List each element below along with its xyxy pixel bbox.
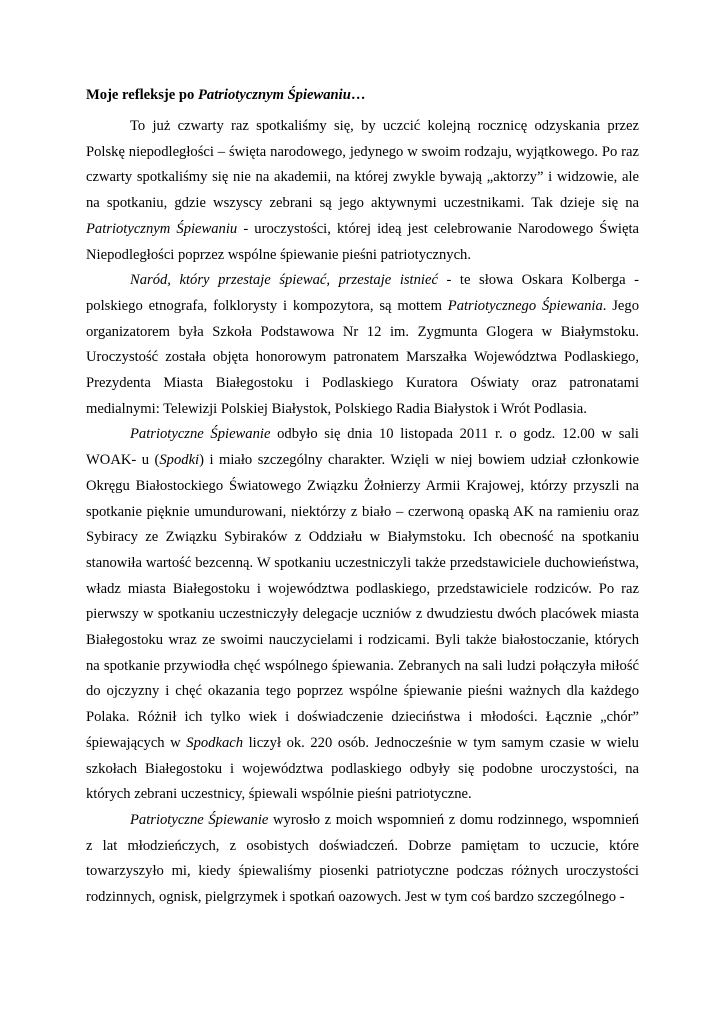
text-segment: odbyło się dnia 10 listopada 2011 r. o godz. 12.00 w sali WOAK- u ( [86, 426, 639, 469]
italic-text-segment: Spodkach [186, 734, 244, 751]
text-segment: ) i miało szczególny charakter. Wzięli w niej bowiem udział członkowie Okręgu Białostockiego Światowego Związku Żołnierzy Armii Krajowej, którzy przyszli na spotkanie pięknie umundurowani, niektórzy z biało – czerwoną opaską AK na ramieniu oraz Sybiracy ze Związku Sybiraków z Oddziału w Białymstoku. Ich obecność na spotkaniu stanowiła wartość bezcenną. W spotkaniu uczestniczyli także przedstawiciele duchowieństwa, władz miasta Białegostoku i województwa podlaskiego, przedstawiciele rodziców. Po raz pierwszy w spotkaniu uczestniczyły delegacje uczniów z dwudziestu dwóch placówek miasta Białegostoku wraz ze swoimi nauczycielami i rodzicami. Byli także białostoczanie, których na spotkanie przywiodła chęć wspólnego śpiewania. Zebranych na sali ludzi połączyła miłość do ojczyzny i chęć okazania tego poprzez wspólne śpiewanie pieśni ważnych dla każdego Polaka. Różnił ich tylko wiek i doświadczenie dzieciństwa i młodości. Łącznie „chór” śpiewających w [86, 452, 639, 751]
paragraph-1 [86, 114, 639, 268]
title-prefix: Moje refleksje po [86, 87, 198, 103]
document-page [86, 82, 639, 911]
paragraph-3 [86, 422, 639, 808]
text-segment: - uroczystości, której ideą jest celebrowanie Narodowego Święta Niepodległości poprzez wspólne śpiewanie pieśni patriotycznych. [86, 220, 639, 263]
text-segment: liczył ok. 220 osób. Jednocześnie w tym samym czasie w wielu szkołach Białegostoku i województwa podlaskiego odbyły się podobne uroczystości, na których zebrani uczestnicy, śpiewali wspólnie pieśni patriotyczne. [86, 734, 639, 803]
italic-text-segment: Patriotyczne Śpiewanie [130, 811, 269, 828]
italic-text-segment: Patriotycznym Śpiewaniu [86, 220, 238, 237]
document-title [86, 82, 639, 108]
italic-text-segment: Patriotycznego Śpiewania [447, 297, 603, 314]
italic-text-segment: Naród, który przestaje śpiewać, przestaje istnieć [130, 272, 438, 289]
paragraph-2 [86, 268, 639, 422]
italic-text-segment: Patriotyczne Śpiewanie [130, 426, 271, 443]
title-suffix: … [350, 87, 366, 103]
title-italic: Patriotycznym Śpiewaniu [197, 87, 351, 103]
text-segment: To już czwarty raz spotkaliśmy się, by uczcić kolejną rocznicę odzyskania przez Polskę niepodległości – święta narodowego, jedynego w swoim rodzaju, wyjątkowego. Po raz czwarty spotkaliśmy się nie na akademii, na której zwykle bywają „aktorzy” i widzowie, ale na spotkaniu, gdzie wszyscy zebrani są jego aktywnymi uczestnikami. Tak dzieje się na [86, 118, 639, 212]
text-segment: . Jego organizatorem była Szkoła Podstawowa Nr 12 im. Zygmunta Glogera w Białymstoku. Uroczystość została objęta honorowym patronatem Marszałka Województwa Podlaskiego, Prezydenta Miasta Białegostoku i Podlaskiego Kuratora Oświaty oraz patronatami medialnymi: Telewizji Polskiej Białystok, Polskiego Radia Białystok i Wrót Podlasia. [86, 297, 639, 417]
paragraph-4 [86, 808, 639, 911]
text-segment: - te słowa Oskara Kolberga - polskiego etnografa, folklorysty i kompozytora, są mottem [86, 272, 639, 314]
text-segment: wyrosło z moich wspomnień z domu rodzinnego, wspomnień z lat młodzieńczych, z osobistych doświadczeń. Dobrze pamiętam to uczucie, które towarzyszyło mi, kiedy śpiewaliśmy piosenki patriotyczne podczas różnych uroczystości rodzinnych, ognisk, pielgrzymek i spotkań oazowych. Jest w tym coś bardzo szczególnego - [86, 811, 639, 906]
italic-text-segment: Spodki [159, 452, 200, 469]
